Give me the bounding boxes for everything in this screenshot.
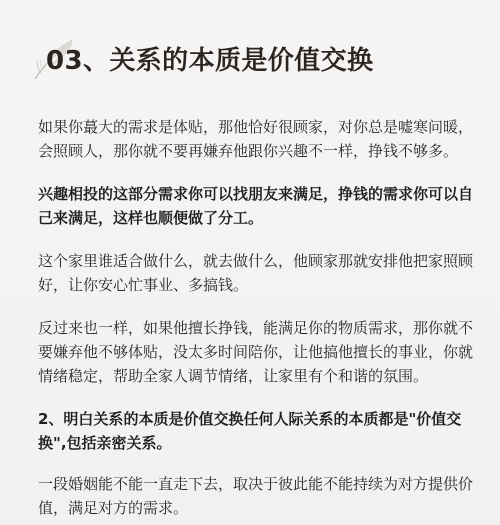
paragraph-5: 2、明白关系的本质是价值交换任何人际关系的本质都是"价值交换",包括亲密关系。 [38, 410, 462, 452]
paragraph-2: 兴趣相投的这部分需求你可以找朋友来满足，挣钱的需求你可以自己来满足，这样也顺便做了分工。 [38, 185, 474, 227]
page-title: 03、关系的本质是价值交换 [46, 46, 374, 76]
paragraph-1: 如果你蕞大的需求是体贴，那他恰好很顾家，对你总是嘘寒问暖，会照顾人，那你就不要再嫌弃他跟你兴趣不一样，挣钱不够多。 [38, 118, 474, 160]
paragraph-6: 一段婚姻能不能一直走下去，取决于彼此能不能持续为对方提供价值，满足对方的需求。 [38, 475, 474, 517]
paragraph-4: 反过来也一样，如果他擅长挣钱，能满足你的物质需求，那你就不要嫌弃他不够体贴，没太多时间陪你，让他搞他擅长的事业，你就情绪稳定，帮助全家人调节情绪，让家里有个和谐的氛围。 [38, 319, 474, 385]
paragraph-3: 这个家里谁适合做什么，就去做什么，他顾家那就安排他把家照顾好，让你安心忙事业、多搞钱。 [38, 252, 474, 294]
article-body [38, 115, 474, 520]
